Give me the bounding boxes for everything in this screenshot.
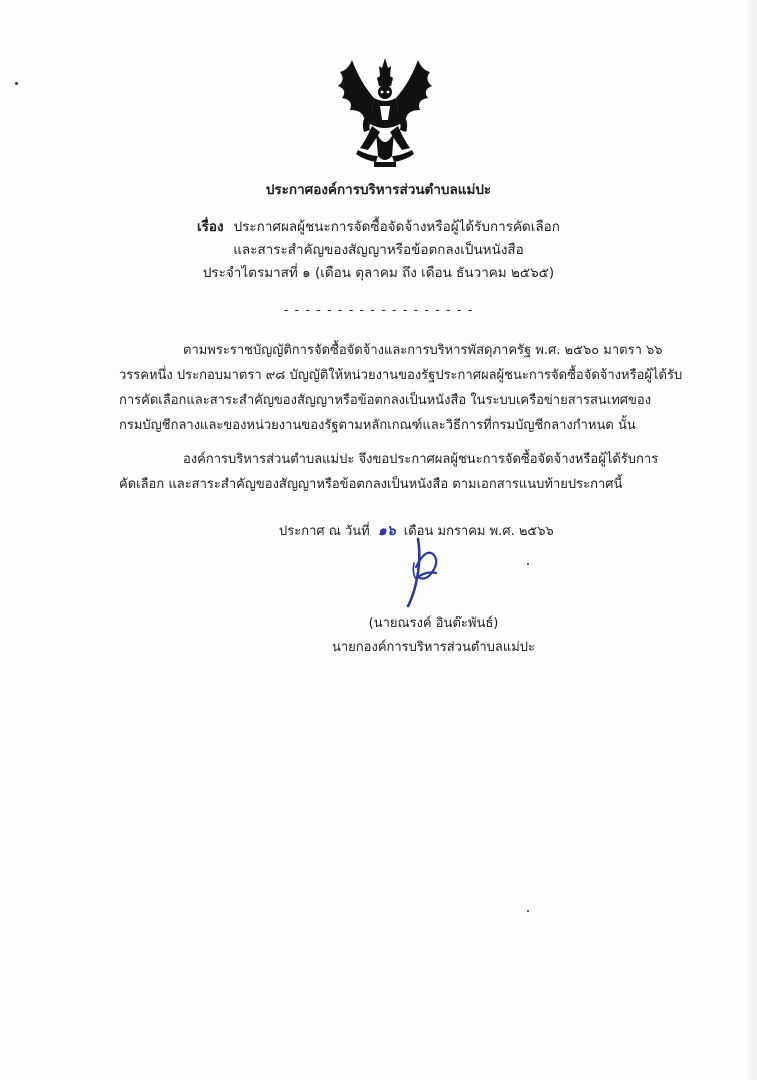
subject-block (0, 216, 757, 285)
signer-name: (นายณรงค์ อินต๊ะพันธ์) (368, 616, 499, 631)
subject-line (0, 216, 757, 239)
scan-speck (527, 563, 529, 565)
signer-position: นายกองค์การบริหารส่วนตำบลแม่ปะ (331, 640, 536, 655)
scan-speck (527, 910, 529, 912)
announce-suffix: เดือน มกราคม พ.ศ. ๒๕๖๖ (403, 524, 554, 539)
announce-prefix: ประกาศ ณ วันที่ (279, 524, 370, 539)
announce-day: ๑๖ (377, 523, 396, 539)
paragraph-line: วรรคหนึ่ง ประกอบมาตรา ๙๘ บัญญัติให้หน่วยงานของรัฐประกาศผลผู้ชนะการจัดซื้อจัดจ้างหรือผู้ได้รับ (119, 368, 683, 383)
page-edge-shadow (743, 0, 757, 1080)
signature-icon (396, 533, 456, 608)
divider-line: - - - - - - - - - - - - - - - - - - (283, 303, 474, 318)
paragraph-line: กรมบัญชีกลางและของหน่วยงานของรัฐตามหลักเกณฑ์และวิธีการที่กรมบัญชีกลางกำหนด นั้น (119, 418, 636, 433)
subject-line: ประจำไตรมาสที่ ๑ (เดือน ตุลาคม ถึง เดือน ธันวาคม ๒๕๖๕) (202, 265, 555, 281)
scan-speck (15, 82, 18, 85)
paragraph-line: คัดเลือก และสาระสำคัญของสัญญาหรือข้อตกลงเป็นหนังสือ ตามเอกสารแนบท้ายประกาศนี้ (119, 477, 623, 492)
subject-label: เรื่อง (197, 219, 224, 235)
paragraph-line: องค์การบริหารส่วนตำบลแม่ปะ จึงขอประกาศผลผู้ชนะการจัดซื้อจัดจ้างหรือผู้ได้รับการ (183, 452, 659, 467)
paragraph-legal-basis (119, 338, 695, 438)
garuda-emblem-icon (330, 52, 440, 170)
paragraph-line: การคัดเลือกและสาระสำคัญของสัญญาหรือข้อตกลงเป็นหนังสือ ในระบบเครือข่ายสารสนเทศของ (119, 393, 652, 408)
subject-line: และสาระสำคัญของสัญญาหรือข้อตกลงเป็นหนังสือ (233, 242, 524, 258)
document-title: ประกาศองค์การบริหารส่วนตำบลแม่ปะ (265, 182, 492, 198)
paragraph-announcement (119, 447, 695, 497)
paragraph-line: ตามพระราชบัญญัติการจัดซื้อจัดจ้างและการบริหารพัสดุภาครัฐ พ.ศ. ๒๕๖๐ มาตรา ๖๖ (183, 343, 663, 358)
subject-text: ประกาศผลผู้ชนะการจัดซื้อจัดจ้างหรือผู้ได้รับการคัดเลือก (233, 219, 560, 235)
